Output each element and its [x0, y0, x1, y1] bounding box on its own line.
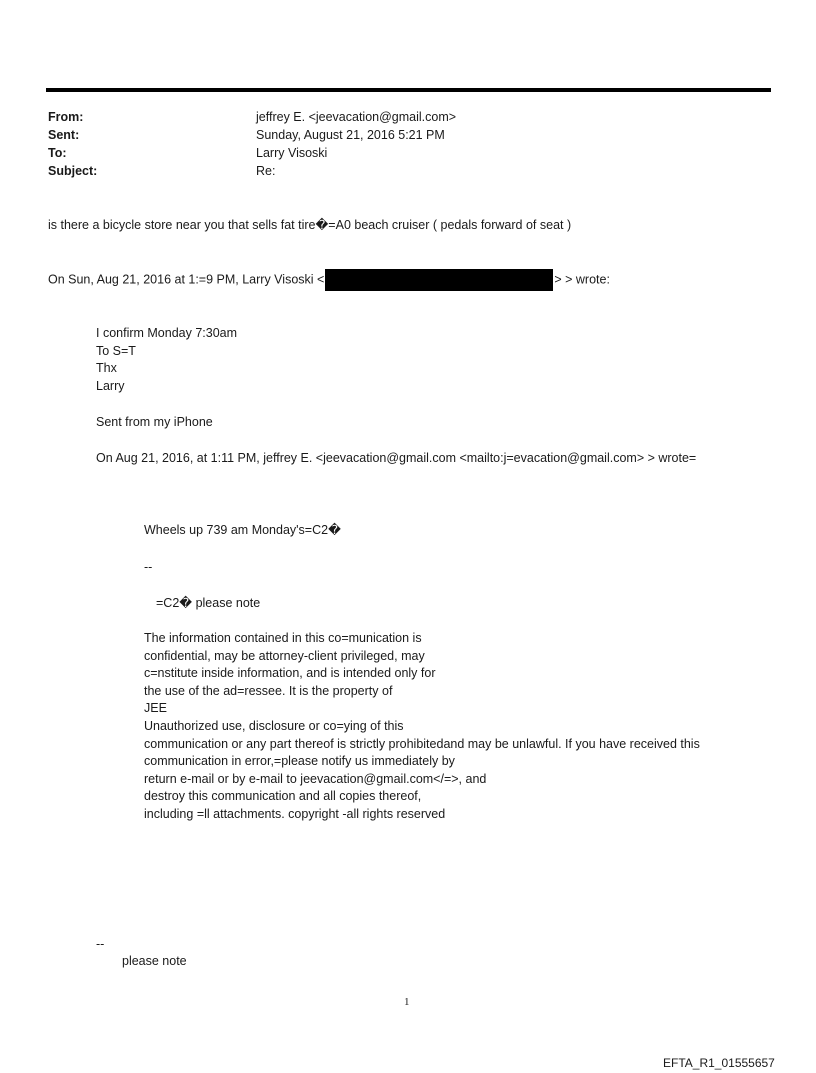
quote-line-1: [48, 269, 610, 291]
wheels-line: Wheels up 739 am Monday's=C2�: [144, 523, 341, 537]
footer-note: please note: [122, 954, 187, 968]
disclaimer-line: The information contained in this co=munication is: [144, 631, 422, 645]
disclaimer-line: including =ll attachments. copyright -all rights reserved: [144, 806, 446, 821]
disclaimer-line: JEE: [144, 701, 167, 716]
disclaimer-line: communication in error,=please notify us immediately by: [144, 754, 455, 769]
disclaimer-line: destroy this communication and all copies thereof,: [144, 789, 422, 804]
disclaimer-block: [144, 630, 700, 824]
to-value: Larry Visoski: [256, 146, 328, 160]
reply-line: Larry: [96, 378, 125, 393]
quote-line-2: On Aug 21, 2016, at 1:11 PM, jeffrey E. <jeevacation@gmail.com <mailto:j=evacation@gmail.com> > wrote=: [96, 451, 697, 465]
footer-dash: --: [96, 937, 105, 951]
sent-from-line: Sent from my iPhone: [96, 415, 213, 429]
header-rule: [46, 88, 771, 92]
from-label: From:: [48, 110, 84, 124]
disclaimer-line: confidential, may be attorney-client privileged, may: [144, 648, 425, 663]
disclaimer-line: communication or any part thereof is strictly prohibitedand may be unlawful. If you have received this: [144, 736, 700, 751]
quote-1-before: On Sun, Aug 21, 2016 at 1:=9 PM, Larry Visoski <: [48, 272, 325, 287]
from-row: [48, 108, 456, 126]
subject-row: [48, 162, 456, 180]
sent-label: Sent:: [48, 128, 80, 142]
sent-row: [48, 126, 456, 144]
disclaimer-line: Unauthorized use, disclosure or co=ying of this: [144, 718, 404, 733]
question-line: is there a bicycle store near you that sells fat tire�=A0 beach cruiser ( pedals forward of seat ): [48, 218, 572, 232]
disclaimer-line: the use of the ad=ressee. It is the property of: [144, 683, 393, 698]
email-header: [48, 108, 456, 180]
to-label: To:: [48, 146, 67, 160]
reply-line: Thx: [96, 361, 117, 376]
sig-dash: --: [144, 560, 153, 574]
sent-value: Sunday, August 21, 2016 5:21 PM: [256, 128, 445, 142]
reply-block: [96, 325, 237, 395]
subject-value: Re:: [256, 164, 276, 178]
subject-label: Subject:: [48, 164, 98, 178]
disclaimer-line: return e-mail or by e-mail to jeevacation@gmail.com</=>, and: [144, 771, 487, 786]
page-number: 1: [404, 996, 410, 1008]
document-id: EFTA_R1_01555657: [663, 1056, 775, 1070]
sig-note: =C2� please note: [156, 596, 261, 610]
redaction-box: [325, 269, 553, 291]
from-value: jeffrey E. <jeevacation@gmail.com>: [256, 110, 457, 124]
reply-line: I confirm Monday 7:30am: [96, 326, 238, 340]
quote-1-after: > > wrote:: [554, 272, 610, 287]
reply-line: To S=T: [96, 343, 136, 358]
to-row: [48, 144, 456, 162]
disclaimer-line: c=nstitute inside information, and is intended only for: [144, 666, 436, 681]
